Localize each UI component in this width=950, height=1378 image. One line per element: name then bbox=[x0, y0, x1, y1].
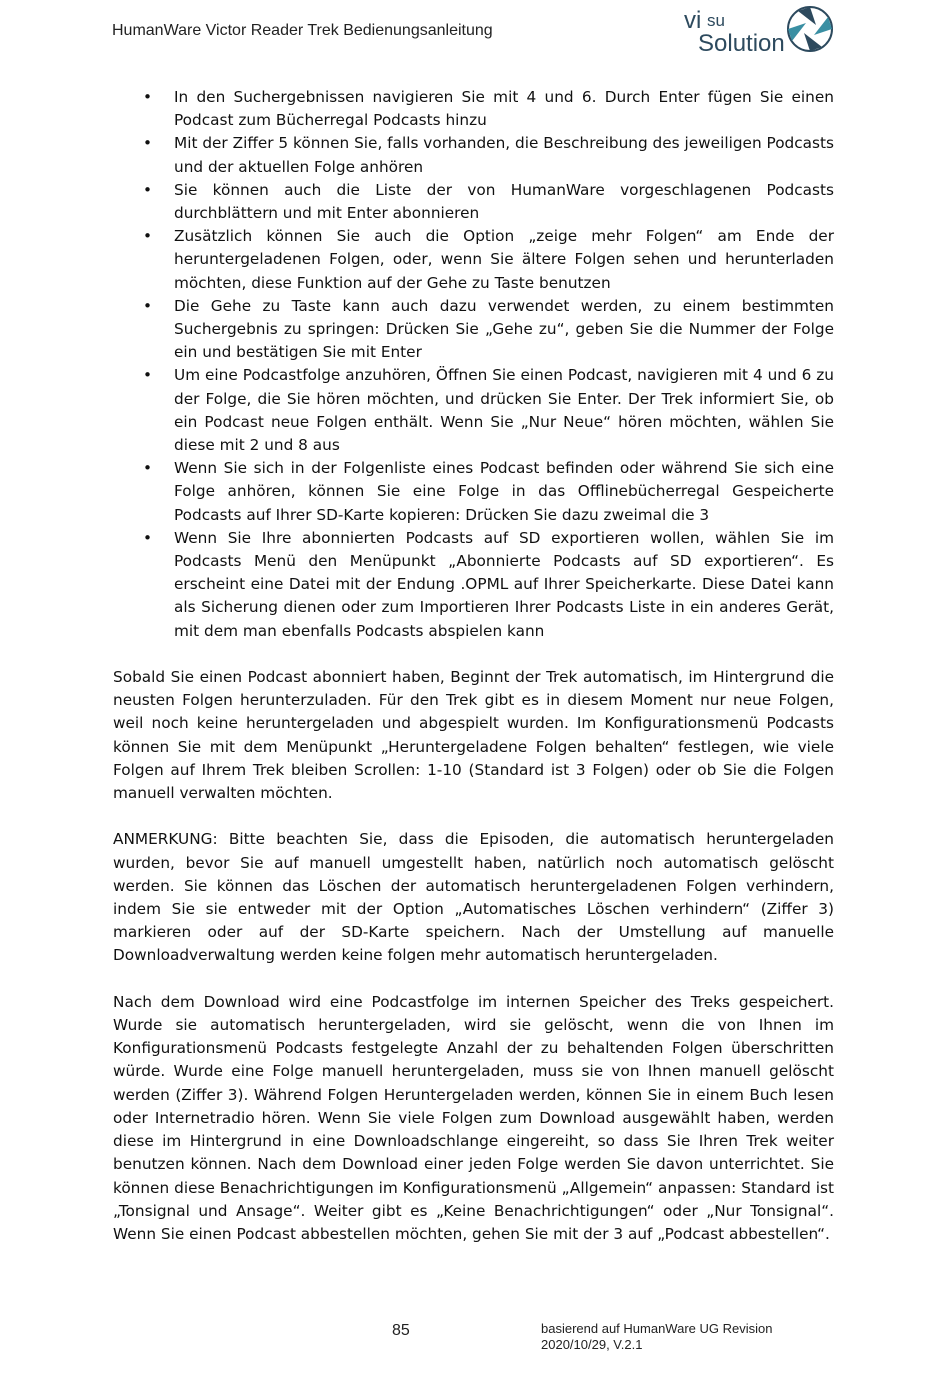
list-item bbox=[113, 132, 834, 178]
bullet-icon: • bbox=[143, 88, 153, 106]
header-title: HumanWare Victor Reader Trek Bedienungsanleitung bbox=[112, 22, 493, 39]
list-item-text: Um eine Podcastfolge anzuhören, Öffnen Sie einen Podcast, navigieren mit 4 und 6 zu der Folge, die Sie hören möchten, und drücken Sie Enter. Der Trek informiert Sie, ob ein Podcast neue Folgen enthält. Wenn Sie „Nur Neue“ hören möchten, wählen Sie diese mit 2 und 8 aus bbox=[174, 366, 834, 455]
revision-line-2: 2020/10/29, V.2.1 bbox=[541, 1337, 643, 1352]
list-item-text: Wenn Sie Ihre abonnierten Podcasts auf SD exportieren wollen, wählen Sie im Podcasts Menü den Menüpunkt „Abonnierte Podcasts auf SD exportieren“. Es erscheint eine Datei mit der Endung .OPML auf Ihrer Speicherkarte. Diese Datei kann als Sicherung dienen oder zum Importieren Ihrer Podcasts Liste in ein anderes Gerät, mit dem man ebenfalls Podcasts abspielen kann bbox=[174, 528, 834, 640]
list-item bbox=[113, 179, 834, 225]
list-item bbox=[113, 457, 834, 527]
body-text bbox=[113, 86, 834, 1246]
paragraph: Sobald Sie einen Podcast abonniert haben, Beginnt der Trek automatisch, im Hintergrund die neusten Folgen herunterzuladen. Für den Trek gibt es in diesem Moment nur neue Folgen, weil noch keine heruntergeladen und abgespielt wurden. Im Konfigurationsmenü Podcasts können Sie mit dem Menüpunkt „Heruntergeladene Folgen behalten“ festlegen, wie viele Folgen auf Ihrem Trek bleiben Scrollen: 1-10 (Standard ist 3 Folgen) oder ob Sie die Folgen manuell verwalten möchten. bbox=[113, 668, 834, 803]
bullet-icon: • bbox=[143, 459, 153, 478]
visusolution-logo bbox=[678, 2, 838, 58]
bullet-icon: • bbox=[143, 528, 153, 547]
logo-text-bottom: Solution bbox=[698, 30, 785, 57]
list-item bbox=[113, 295, 834, 365]
list-item-text: Zusätzlich können Sie auch die Option „zeige mehr Folgen“ am Ende der heruntergeladenen Folgen, oder, wenn Sie ältere Folgen sehen und herunterladen möchten, diese Funktion auf der Gehe zu Taste benutzen bbox=[174, 227, 834, 292]
list-item bbox=[113, 364, 834, 457]
list-item bbox=[113, 225, 834, 295]
logo-text-top: vi bbox=[684, 7, 702, 34]
list-item bbox=[113, 86, 834, 132]
bullet-icon: • bbox=[143, 180, 153, 199]
list-item-text: Wenn Sie sich in der Folgenliste eines Podcast befinden oder während Sie sich eine Folge anhören, können Sie eine Folge in das Offlinebücherregal Gespeicherte Podcasts auf Ihrer SD-Karte kopieren: Drücken Sie dazu zweimal die 3 bbox=[174, 459, 834, 524]
list-item bbox=[113, 527, 834, 643]
list-item-text: In den Suchergebnissen navigieren Sie mit 4 und 6. Durch Enter fügen Sie einen Podcast zum Bücherregal Podcasts hinzu bbox=[174, 88, 834, 130]
list-item-text: Mit der Ziffer 5 können Sie, falls vorhanden, die Beschreibung des jeweiligen Podcasts und der aktuellen Folge anhören bbox=[174, 134, 834, 176]
list-item-text: Sie können auch die Liste der von HumanWare vorgeschlagenen Podcasts durchblättern und mit Enter abonnieren bbox=[174, 180, 834, 223]
paragraph: Nach dem Download wird eine Podcastfolge im internen Speicher des Treks gespeichert. Wurde sie automatisch heruntergeladen, wird sie gelöscht, wenn die von Ihnen im Konfigurationsmenü Podcasts festgelegte Anzahl der zu behaltenden Folgen überschritten würde. Wurde eine Folge manuell heruntergeladen, muss sie von Ihnen manuell gelöscht werden (Ziffer 3). Während Folgen Heruntergeladen werden, können Sie in einem Buch lesen oder Internetradio hören. Wenn Sie viele Folgen zum Download ausgewählt haben, werden diese im Hintergrund in eine Downloadschlange eingereiht, so dass Sie Ihren Trek weiter benutzen können. Nach dem Download einer jeden Folge werden Sie davon unterrichtet. Sie können diese Benachrichtigungen im Konfigurationsmenü „Allgemein“ anpassen: Standard ist „Tonsignal und Ansage“. Weiter gibt es „Keine Benachrichtigungen“ oder „Nur Tonsignal“. Wenn Sie einen Podcast abbestellen möchten, gehen Sie mit der 3 auf „Podcast abbestellen“. bbox=[113, 992, 834, 1243]
revision-info bbox=[541, 1321, 772, 1353]
bullet-list bbox=[113, 86, 834, 643]
bullet-icon: • bbox=[143, 366, 153, 385]
logo-aperture-icon bbox=[788, 7, 832, 51]
note-paragraph: ANMERKUNG: Bitte beachten Sie, dass die Episoden, die automatisch heruntergeladen wurden, bevor Sie auf manuell umgestellt haben, natürlich noch automatisch gelöscht werden. Sie können das Löschen der automatisch heruntergeladenen Folgen verhindern, indem Sie sie entweder mit der Option „Automatisches Löschen verhindern“ (Ziffer 3) markieren oder auf der SD-Karte speichern. Nach der Umstellung auf manuelle Downloadverwaltung werden keine folgen mehr automatisch heruntergeladen. bbox=[113, 830, 834, 965]
bullet-icon: • bbox=[143, 296, 153, 315]
page-number: 85 bbox=[392, 1322, 410, 1339]
revision-line-1: basierend auf HumanWare UG Revision bbox=[541, 1321, 773, 1336]
bullet-icon: • bbox=[143, 134, 153, 153]
bullet-icon: • bbox=[143, 227, 153, 246]
logo-text-small: su bbox=[707, 11, 725, 30]
list-item-text: Die Gehe zu Taste kann auch dazu verwendet werden, zu einem bestimmten Suchergebnis zu springen: Drücken Sie „Gehe zu“, geben Sie die Nummer der Folge ein und bestätigen Sie mit Enter bbox=[174, 296, 834, 362]
